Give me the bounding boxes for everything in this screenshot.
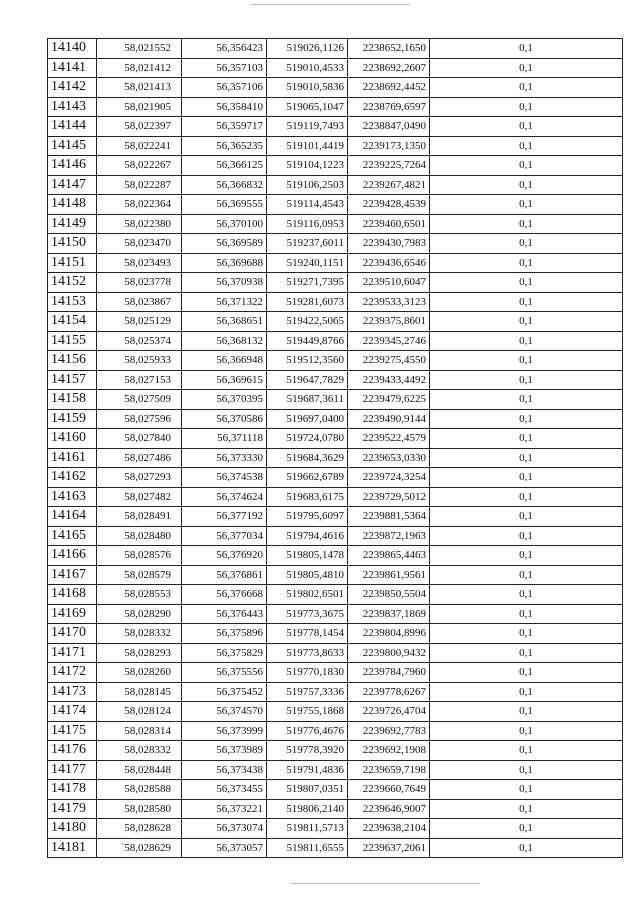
x-coordinate-cell: 519807,0351 (267, 780, 348, 800)
x-coordinate-cell: 519237,6011 (267, 234, 348, 254)
table-row (48, 507, 623, 527)
row-number: 14164 (48, 507, 97, 527)
latitude-cell: 58,022397 (97, 117, 182, 137)
accuracy-cell: 0,1 (430, 331, 623, 351)
table-row (48, 487, 623, 507)
latitude-cell: 58,028491 (97, 507, 182, 527)
longitude-cell: 56,373455 (182, 780, 267, 800)
y-coordinate-cell: 2239660,7649 (348, 780, 430, 800)
accuracy-cell: 0,1 (430, 156, 623, 176)
y-coordinate-cell: 2239436,6546 (348, 253, 430, 273)
table-row (48, 136, 623, 156)
x-coordinate-cell: 519773,8633 (267, 643, 348, 663)
row-number: 14160 (48, 429, 97, 449)
row-number: 14172 (48, 663, 97, 683)
row-number: 14161 (48, 448, 97, 468)
latitude-cell: 58,028553 (97, 585, 182, 605)
x-coordinate-cell: 519116,0953 (267, 214, 348, 234)
latitude-cell: 58,027596 (97, 409, 182, 429)
accuracy-cell: 0,1 (430, 780, 623, 800)
longitude-cell: 56,371322 (182, 292, 267, 312)
y-coordinate-cell: 2238652,1650 (348, 39, 430, 59)
table-row (48, 370, 623, 390)
accuracy-cell: 0,1 (430, 370, 623, 390)
row-number: 14178 (48, 780, 97, 800)
y-coordinate-cell: 2239804,8996 (348, 624, 430, 644)
latitude-cell: 58,028290 (97, 604, 182, 624)
accuracy-cell: 0,1 (430, 312, 623, 332)
x-coordinate-cell: 519794,4616 (267, 526, 348, 546)
longitude-cell: 56,373074 (182, 819, 267, 839)
x-coordinate-cell: 519010,4533 (267, 58, 348, 78)
latitude-cell: 58,023470 (97, 234, 182, 254)
row-number: 14151 (48, 253, 97, 273)
longitude-cell: 56,373999 (182, 721, 267, 741)
y-coordinate-cell: 2239267,4821 (348, 175, 430, 195)
y-coordinate-cell: 2239522,4579 (348, 429, 430, 449)
row-number: 14142 (48, 78, 97, 98)
row-number: 14147 (48, 175, 97, 195)
bottom-rule (290, 883, 480, 884)
accuracy-cell: 0,1 (430, 117, 623, 137)
longitude-cell: 56,377192 (182, 507, 267, 527)
row-number: 14163 (48, 487, 97, 507)
latitude-cell: 58,028448 (97, 760, 182, 780)
table-row (48, 195, 623, 215)
accuracy-cell: 0,1 (430, 234, 623, 254)
table-row (48, 468, 623, 488)
latitude-cell: 58,028588 (97, 780, 182, 800)
accuracy-cell: 0,1 (430, 78, 623, 98)
longitude-cell: 56,375556 (182, 663, 267, 683)
accuracy-cell: 0,1 (430, 175, 623, 195)
latitude-cell: 58,028579 (97, 565, 182, 585)
longitude-cell: 56,374624 (182, 487, 267, 507)
longitude-cell: 56,365235 (182, 136, 267, 156)
longitude-cell: 56,376443 (182, 604, 267, 624)
row-number: 14181 (48, 838, 97, 858)
row-number: 14155 (48, 331, 97, 351)
row-number: 14170 (48, 624, 97, 644)
accuracy-cell: 0,1 (430, 682, 623, 702)
table-row (48, 604, 623, 624)
accuracy-cell: 0,1 (430, 604, 623, 624)
row-number: 14176 (48, 741, 97, 761)
latitude-cell: 58,028293 (97, 643, 182, 663)
row-number: 14156 (48, 351, 97, 371)
y-coordinate-cell: 2239850,5504 (348, 585, 430, 605)
longitude-cell: 56,358410 (182, 97, 267, 117)
accuracy-cell: 0,1 (430, 214, 623, 234)
row-number: 14173 (48, 682, 97, 702)
accuracy-cell: 0,1 (430, 429, 623, 449)
x-coordinate-cell: 519687,3611 (267, 390, 348, 410)
y-coordinate-cell: 2239428,4539 (348, 195, 430, 215)
longitude-cell: 56,369688 (182, 253, 267, 273)
x-coordinate-cell: 519806,2140 (267, 799, 348, 819)
x-coordinate-cell: 519010,5836 (267, 78, 348, 98)
x-coordinate-cell: 519065,1047 (267, 97, 348, 117)
y-coordinate-cell: 2239430,7983 (348, 234, 430, 254)
table-row (48, 253, 623, 273)
latitude-cell: 58,025374 (97, 331, 182, 351)
y-coordinate-cell: 2239724,3254 (348, 468, 430, 488)
longitude-cell: 56,368651 (182, 312, 267, 332)
row-number: 14174 (48, 702, 97, 722)
longitude-cell: 56,366125 (182, 156, 267, 176)
longitude-cell: 56,373989 (182, 741, 267, 761)
accuracy-cell: 0,1 (430, 721, 623, 741)
x-coordinate-cell: 519647,7829 (267, 370, 348, 390)
table-body (48, 39, 623, 858)
table-row (48, 721, 623, 741)
x-coordinate-cell: 519795,6097 (267, 507, 348, 527)
y-coordinate-cell: 2239726,4704 (348, 702, 430, 722)
latitude-cell: 58,027840 (97, 429, 182, 449)
table-row (48, 312, 623, 332)
latitude-cell: 58,027293 (97, 468, 182, 488)
table-row (48, 643, 623, 663)
x-coordinate-cell: 519026,1126 (267, 39, 348, 59)
table-row (48, 273, 623, 293)
x-coordinate-cell: 519724,0780 (267, 429, 348, 449)
x-coordinate-cell: 519101,4419 (267, 136, 348, 156)
longitude-cell: 56,369589 (182, 234, 267, 254)
x-coordinate-cell: 519271,7395 (267, 273, 348, 293)
x-coordinate-cell: 519757,3336 (267, 682, 348, 702)
x-coordinate-cell: 519104,1223 (267, 156, 348, 176)
table-row (48, 546, 623, 566)
latitude-cell: 58,022267 (97, 156, 182, 176)
accuracy-cell: 0,1 (430, 195, 623, 215)
x-coordinate-cell: 519512,3560 (267, 351, 348, 371)
x-coordinate-cell: 519106,2503 (267, 175, 348, 195)
y-coordinate-cell: 2239865,4463 (348, 546, 430, 566)
table-row (48, 760, 623, 780)
latitude-cell: 58,023778 (97, 273, 182, 293)
latitude-cell: 58,028580 (97, 799, 182, 819)
latitude-cell: 58,027486 (97, 448, 182, 468)
longitude-cell: 56,371118 (182, 429, 267, 449)
latitude-cell: 58,027153 (97, 370, 182, 390)
longitude-cell: 56,369615 (182, 370, 267, 390)
latitude-cell: 58,022287 (97, 175, 182, 195)
longitude-cell: 56,374538 (182, 468, 267, 488)
accuracy-cell: 0,1 (430, 136, 623, 156)
longitude-cell: 56,373221 (182, 799, 267, 819)
row-number: 14175 (48, 721, 97, 741)
y-coordinate-cell: 2238692,4452 (348, 78, 430, 98)
y-coordinate-cell: 2238769,6597 (348, 97, 430, 117)
latitude-cell: `58,028629 (97, 838, 182, 858)
latitude-cell: 58,028314 (97, 721, 182, 741)
y-coordinate-cell: 2239433,4492 (348, 370, 430, 390)
longitude-cell: 56,369555 (182, 195, 267, 215)
table-row (48, 565, 623, 585)
longitude-cell: 56,376920 (182, 546, 267, 566)
accuracy-cell: 0,1 (430, 838, 623, 858)
row-number: 14162 (48, 468, 97, 488)
longitude-cell: 56,375896 (182, 624, 267, 644)
x-coordinate-cell: 519802,6501 (267, 585, 348, 605)
table-row (48, 390, 623, 410)
latitude-cell: 58,021413 (97, 78, 182, 98)
latitude-cell: 58,021552 (97, 39, 182, 59)
latitude-cell: 58,022241 (97, 136, 182, 156)
accuracy-cell: 0,1 (430, 351, 623, 371)
table-row (48, 331, 623, 351)
latitude-cell: 58,021412 (97, 58, 182, 78)
y-coordinate-cell: 2239510,6047 (348, 273, 430, 293)
accuracy-cell: 0,1 (430, 663, 623, 683)
accuracy-cell: 0,1 (430, 799, 623, 819)
longitude-cell: 56,375452 (182, 682, 267, 702)
row-number: 14154 (48, 312, 97, 332)
row-number: 14143 (48, 97, 97, 117)
row-number: 14177 (48, 760, 97, 780)
x-coordinate-cell: 519811,5713 (267, 819, 348, 839)
x-coordinate-cell: 519776,4676 (267, 721, 348, 741)
accuracy-cell: 0,1 (430, 741, 623, 761)
row-number: 14157 (48, 370, 97, 390)
accuracy-cell: 0,1 (430, 468, 623, 488)
y-coordinate-cell: 2239275,4550 (348, 351, 430, 371)
latitude-cell: 58,022380 (97, 214, 182, 234)
table-row (48, 429, 623, 449)
x-coordinate-cell: 519697,0400 (267, 409, 348, 429)
table-row (48, 799, 623, 819)
longitude-cell: 56,357103 (182, 58, 267, 78)
longitude-cell: 56,366832 (182, 175, 267, 195)
table-row (48, 292, 623, 312)
x-coordinate-cell: 519791,4836 (267, 760, 348, 780)
x-coordinate-cell: 519240,1151 (267, 253, 348, 273)
latitude-cell: 58,025129 (97, 312, 182, 332)
table-row (48, 585, 623, 605)
row-number: 14144 (48, 117, 97, 137)
table-row (48, 351, 623, 371)
y-coordinate-cell: 2239479,6225 (348, 390, 430, 410)
table-row (48, 234, 623, 254)
x-coordinate-cell: 519755,1868 (267, 702, 348, 722)
table-row (48, 58, 623, 78)
table-row (48, 780, 623, 800)
latitude-cell: 58,027482 (97, 487, 182, 507)
accuracy-cell: 0,1 (430, 292, 623, 312)
y-coordinate-cell: 2239225,7264 (348, 156, 430, 176)
table-row (48, 624, 623, 644)
y-coordinate-cell: 2239173,1350 (348, 136, 430, 156)
latitude-cell: 58,023867 (97, 292, 182, 312)
row-number: 14148 (48, 195, 97, 215)
latitude-cell: 58,027509 (97, 390, 182, 410)
accuracy-cell: 0,1 (430, 819, 623, 839)
longitude-cell: 56,357106 (182, 78, 267, 98)
longitude-cell: 56,373057 (182, 838, 267, 858)
row-number: 14149 (48, 214, 97, 234)
x-coordinate-cell: 519805,4810 (267, 565, 348, 585)
latitude-cell: 58,028576 (97, 546, 182, 566)
y-coordinate-cell: 2239729,5012 (348, 487, 430, 507)
row-number: 14179 (48, 799, 97, 819)
latitude-cell: 58,022364 (97, 195, 182, 215)
table-row (48, 663, 623, 683)
table-row (48, 39, 623, 59)
latitude-cell: 58,028628 (97, 819, 182, 839)
x-coordinate-cell: 519662,6789 (267, 468, 348, 488)
y-coordinate-cell: 2239345,2746 (348, 331, 430, 351)
y-coordinate-cell: 2239490,9144 (348, 409, 430, 429)
x-coordinate-cell: 519773,3675 (267, 604, 348, 624)
longitude-cell: 56,359717 (182, 117, 267, 137)
accuracy-cell: 0,1 (430, 253, 623, 273)
table-row (48, 175, 623, 195)
y-coordinate-cell: 2239653,0330 (348, 448, 430, 468)
longitude-cell: 56,366948 (182, 351, 267, 371)
table-row (48, 156, 623, 176)
x-coordinate-cell: 519683,6175 (267, 487, 348, 507)
longitude-cell: 56,370395 (182, 390, 267, 410)
latitude-cell: 58,023493 (97, 253, 182, 273)
coordinates-table (47, 38, 623, 858)
y-coordinate-cell: 2238692,2607 (348, 58, 430, 78)
latitude-cell: 58,028124 (97, 702, 182, 722)
longitude-cell: 56,356423 (182, 39, 267, 59)
row-number: 14153 (48, 292, 97, 312)
top-rule (250, 4, 410, 5)
y-coordinate-cell: 2239784,7960 (348, 663, 430, 683)
row-number: 14168 (48, 585, 97, 605)
x-coordinate-cell: 519114,4543 (267, 195, 348, 215)
y-coordinate-cell: 2239646,9007 (348, 799, 430, 819)
row-number: 14145 (48, 136, 97, 156)
row-number: 14169 (48, 604, 97, 624)
row-number: 14159 (48, 409, 97, 429)
accuracy-cell: 0,1 (430, 409, 623, 429)
latitude-cell: 58,028332 (97, 741, 182, 761)
x-coordinate-cell: 519449,8766 (267, 331, 348, 351)
row-number: 14141 (48, 58, 97, 78)
accuracy-cell: 0,1 (430, 390, 623, 410)
row-number: 14180 (48, 819, 97, 839)
y-coordinate-cell: 2239861,9561 (348, 565, 430, 585)
table-row (48, 741, 623, 761)
y-coordinate-cell: 2239659,7198 (348, 760, 430, 780)
row-number: 14167 (48, 565, 97, 585)
x-coordinate-cell: 519778,1454 (267, 624, 348, 644)
table-row (48, 78, 623, 98)
x-coordinate-cell: 519119,7493 (267, 117, 348, 137)
y-coordinate-cell: 2239460,6501 (348, 214, 430, 234)
accuracy-cell: 0,1 (430, 97, 623, 117)
table-row (48, 117, 623, 137)
table-row (48, 448, 623, 468)
table-row (48, 214, 623, 234)
latitude-cell: 58,028480 (97, 526, 182, 546)
longitude-cell: 56,375829 (182, 643, 267, 663)
y-coordinate-cell: 2239692,1908 (348, 741, 430, 761)
x-coordinate-cell: 519811,6555 (267, 838, 348, 858)
latitude-cell: 58,028332 (97, 624, 182, 644)
table-row (48, 409, 623, 429)
longitude-cell: 56,370100 (182, 214, 267, 234)
accuracy-cell: 0,1 (430, 507, 623, 527)
y-coordinate-cell: 2238847,0490 (348, 117, 430, 137)
x-coordinate-cell: 519684,3629 (267, 448, 348, 468)
longitude-cell: 56,376861 (182, 565, 267, 585)
accuracy-cell: 0,1 (430, 448, 623, 468)
latitude-cell: 58,028145 (97, 682, 182, 702)
y-coordinate-cell: 2239637,2061 (348, 838, 430, 858)
x-coordinate-cell: 519422,5065 (267, 312, 348, 332)
table-row (48, 682, 623, 702)
table-row (48, 702, 623, 722)
longitude-cell: 56,373438 (182, 760, 267, 780)
row-number: 14146 (48, 156, 97, 176)
longitude-cell: 56,374570 (182, 702, 267, 722)
x-coordinate-cell: 519281,6073 (267, 292, 348, 312)
row-number: 14165 (48, 526, 97, 546)
y-coordinate-cell: 2239881,5364 (348, 507, 430, 527)
accuracy-cell: 0,1 (430, 487, 623, 507)
table-row (48, 526, 623, 546)
row-number: 14166 (48, 546, 97, 566)
accuracy-cell: 0,1 (430, 273, 623, 293)
table-row (48, 819, 623, 839)
accuracy-cell: 0,1 (430, 624, 623, 644)
y-coordinate-cell: 2239638,2104 (348, 819, 430, 839)
accuracy-cell: 0,1 (430, 760, 623, 780)
x-coordinate-cell: 519778,3920 (267, 741, 348, 761)
longitude-cell: 56,370586 (182, 409, 267, 429)
accuracy-cell: 0,1 (430, 39, 623, 59)
y-coordinate-cell: 2239872,1963 (348, 526, 430, 546)
latitude-cell: 58,021905 (97, 97, 182, 117)
row-number: 14140 (48, 39, 97, 59)
row-number: 14152 (48, 273, 97, 293)
y-coordinate-cell: 2239778,6267 (348, 682, 430, 702)
accuracy-cell: 0,1 (430, 643, 623, 663)
row-number: 14158 (48, 390, 97, 410)
y-coordinate-cell: 2239837,1869 (348, 604, 430, 624)
table-row (48, 97, 623, 117)
y-coordinate-cell: 2239800,9432 (348, 643, 430, 663)
latitude-cell: 58,025933 (97, 351, 182, 371)
accuracy-cell: 0,1 (430, 585, 623, 605)
longitude-cell: 56,370938 (182, 273, 267, 293)
table-row (48, 838, 623, 858)
x-coordinate-cell: 519805,1478 (267, 546, 348, 566)
accuracy-cell: 0,1 (430, 565, 623, 585)
y-coordinate-cell: 2239375,8601 (348, 312, 430, 332)
row-number: 14150 (48, 234, 97, 254)
row-number: 14171 (48, 643, 97, 663)
x-coordinate-cell: 519770,1830 (267, 663, 348, 683)
latitude-cell: 58,028260 (97, 663, 182, 683)
longitude-cell: 56,368132 (182, 331, 267, 351)
accuracy-cell: 0,1 (430, 546, 623, 566)
y-coordinate-cell: 2239533,3123 (348, 292, 430, 312)
longitude-cell: 56,377034 (182, 526, 267, 546)
longitude-cell: 56,373330 (182, 448, 267, 468)
accuracy-cell: 0,1 (430, 58, 623, 78)
longitude-cell: 56,376668 (182, 585, 267, 605)
accuracy-cell: 0,1 (430, 526, 623, 546)
y-coordinate-cell: 2239692,7783 (348, 721, 430, 741)
accuracy-cell: 0,1 (430, 702, 623, 722)
